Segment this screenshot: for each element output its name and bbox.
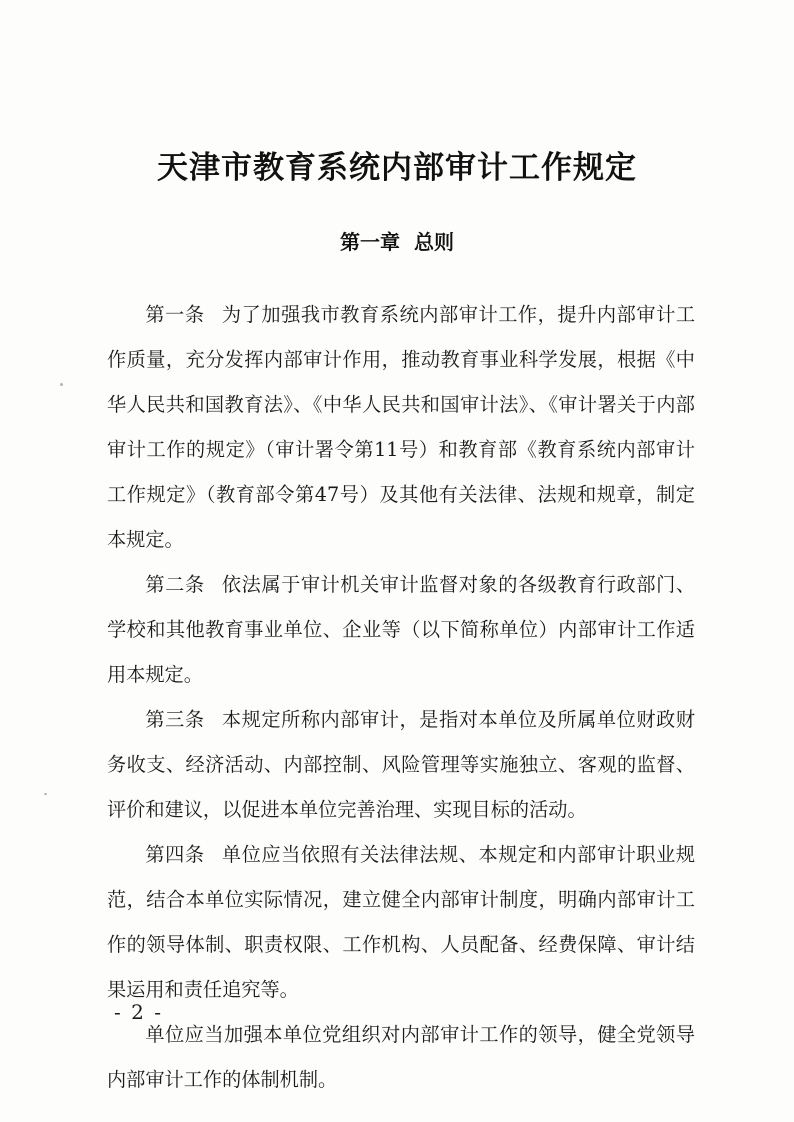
article-label: 第一条: [145, 303, 205, 326]
article-text: 依法属于审计机关审计监督对象的各级教育行政部门、学校和其他教育事业单位、企业等（以下简称单位）内部审计工作适用本规定。: [107, 573, 696, 686]
chapter-heading: 第一章 总则: [340, 230, 454, 254]
page-number: - 2 -: [114, 1000, 163, 1024]
article-paragraph: [107, 292, 695, 562]
article-paragraph: [107, 832, 695, 1012]
article-label: 第二条: [145, 573, 205, 596]
scan-speck: [44, 793, 47, 795]
article-text: 单位应当加强本单位党组织对内部审计工作的领导，健全党领导内部审计工作的体制机制。: [107, 1023, 695, 1091]
article-paragraph: [107, 562, 695, 697]
article-text: 为了加强我市教育系统内部审计工作，提升内部审计工作质量，充分发挥内部审计作用，推动教育事业科学发展，根据《中华人民共和国教育法》、《中华人民共和国审计法》、《审计署关于内部审计工作的规定》（审计署令第11号）和教育部《教育系统内部审计工作规定》（教育部令第47号）及其他有关法律、法规和规章，制定本规定。: [107, 303, 696, 551]
article-paragraph: [107, 697, 695, 832]
article-label: 第四条: [145, 843, 205, 866]
document-body: [107, 292, 695, 1102]
scan-speck: [60, 383, 63, 386]
article-paragraph: [107, 1012, 695, 1102]
article-label: 第三条: [145, 708, 205, 731]
document-title: 天津市教育系统内部审计工作规定: [157, 150, 637, 186]
article-text: 本规定所称内部审计，是指对本单位及所属单位财政财务收支、经济活动、内部控制、风险管理等实施独立、客观的监督、评价和建议，以促进本单位完善治理、实现目标的活动。: [107, 708, 696, 821]
article-text: 单位应当依照有关法律法规、本规定和内部审计职业规范，结合本单位实际情况，建立健全内部审计制度，明确内部审计工作的领导体制、职责权限、工作机构、人员配备、经费保障、审计结果运用和责任追究等。: [107, 843, 696, 1001]
